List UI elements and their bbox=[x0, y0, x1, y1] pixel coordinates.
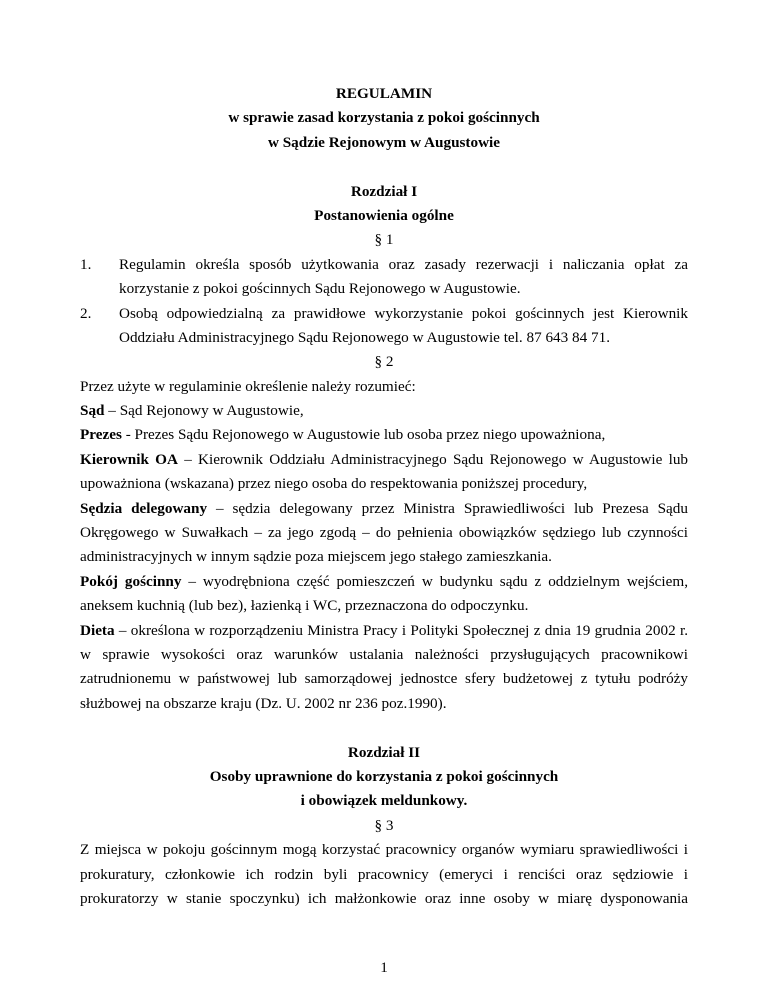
chapter-heading: Rozdział II bbox=[347, 743, 421, 761]
chapter-title: Postanowienia ogólne bbox=[314, 206, 454, 224]
text-line: prokuratorzy w stanie spoczynku) ich małżonkowie oraz inne osoby w miarę dysponowania bbox=[80, 889, 688, 907]
chapter-title: i obowiązek meldunkowy. bbox=[300, 792, 468, 810]
document-title: REGULAMIN bbox=[335, 85, 433, 102]
text-line: administracyjnych w innym sądzie poza miejscem jego stałego zamieszkania. bbox=[80, 548, 552, 566]
chapter-title: Osoby uprawnione do korzystania z pokoi gościnnych bbox=[209, 767, 559, 785]
text-line: zatrudnionemu w państwowej lub samorządowej jednostce sfery budżetowej z tytułu podróży bbox=[80, 670, 688, 688]
definition: Sędzia delegowany – sędzia delegowany przez Ministra Sprawiedliwości lub Prezesa Sądu bbox=[80, 499, 688, 517]
text-line: korzystanie z pokoi gościnnych Sądu Rejonowego w Augustowie. bbox=[119, 280, 521, 298]
definition: Prezes - Prezes Sądu Rejonowego w Augustowie lub osoba przez niego upoważniona, bbox=[80, 426, 606, 444]
definition-term: Dieta bbox=[80, 621, 115, 639]
definition-term: Sąd bbox=[80, 402, 105, 420]
page-number: 1 bbox=[380, 959, 388, 976]
definition-term: Pokój gościnny bbox=[80, 572, 182, 590]
item-number: 2. bbox=[80, 304, 92, 322]
text-line: Regulamin określa sposób użytkowania oraz zasady rezerwacji i naliczania opłat za bbox=[119, 255, 688, 273]
text-line: Okręgowego w Suwałkach – za jego zgodą – do pełnienia obowiązków sędziego lub czynności bbox=[80, 524, 688, 542]
text-line: służbowej na obszarze kraju (Dz. U. 2002 nr 236 poz.1990). bbox=[80, 694, 447, 712]
chapter-heading: Rozdział I bbox=[350, 182, 418, 200]
definition: Pokój gościnny – wyodrębniona część pomieszczeń w budynku sądu z oddzielnym wejściem, bbox=[80, 572, 688, 590]
text-line: Oddziału Administracyjnego Sądu Rejonowego w Augustowie tel. 87 643 84 71. bbox=[119, 328, 611, 346]
definition-term: Kierownik OA bbox=[80, 450, 178, 468]
text-line: upoważniona (wskazana) przez niego osoba do respektowania poniższej procedury, bbox=[80, 475, 588, 493]
definition: Dieta – określona w rozporządzeniu Ministra Pracy i Polityki Społecznej z dnia 19 grudnia 2002 r. bbox=[80, 621, 688, 639]
section-mark: § 1 bbox=[374, 231, 394, 249]
text-line: Z miejsca w pokoju gościnnym mogą korzystać pracownicy organów wymiaru sprawiedliwości i bbox=[80, 841, 688, 859]
document-subtitle: w sprawie zasad korzystania z pokoi gościnnych bbox=[228, 109, 540, 127]
definition-term: Sędzia delegowany bbox=[80, 499, 208, 517]
text-line: Przez użyte w regulaminie określenie należy rozumieć: bbox=[80, 377, 416, 395]
document-subtitle: w Sądzie Rejonowym w Augustowie bbox=[267, 133, 501, 151]
text-line: Osobą odpowiedzialną za prawidłowe wykorzystanie pokoi gościnnych jest Kierownik bbox=[119, 304, 688, 322]
text-line: prokuratury, członkowie ich rodzin byli pracownicy (emeryci i renciści oraz sędziowie i bbox=[80, 865, 688, 883]
numbered-item bbox=[80, 302, 688, 351]
definition-term: Prezes bbox=[80, 426, 122, 444]
section-mark: § 2 bbox=[374, 353, 394, 371]
definition: Sąd – Sąd Rejonowy w Augustowie, bbox=[80, 402, 304, 420]
item-number: 1. bbox=[80, 255, 92, 273]
numbered-item bbox=[80, 253, 688, 302]
definition: Kierownik OA – Kierownik Oddziału Administracyjnego Sądu Rejonowego w Augustowie lub bbox=[80, 450, 689, 468]
text-line: w sprawie wysokości oraz warunków ustalania należności przysługujących pracownikowi bbox=[80, 645, 688, 663]
document-page bbox=[80, 82, 688, 911]
text-line: aneksem kuchnią (lub bez), łazienką i WC, przeznaczona do odpoczynku. bbox=[80, 597, 529, 615]
section-mark: § 3 bbox=[374, 816, 394, 834]
